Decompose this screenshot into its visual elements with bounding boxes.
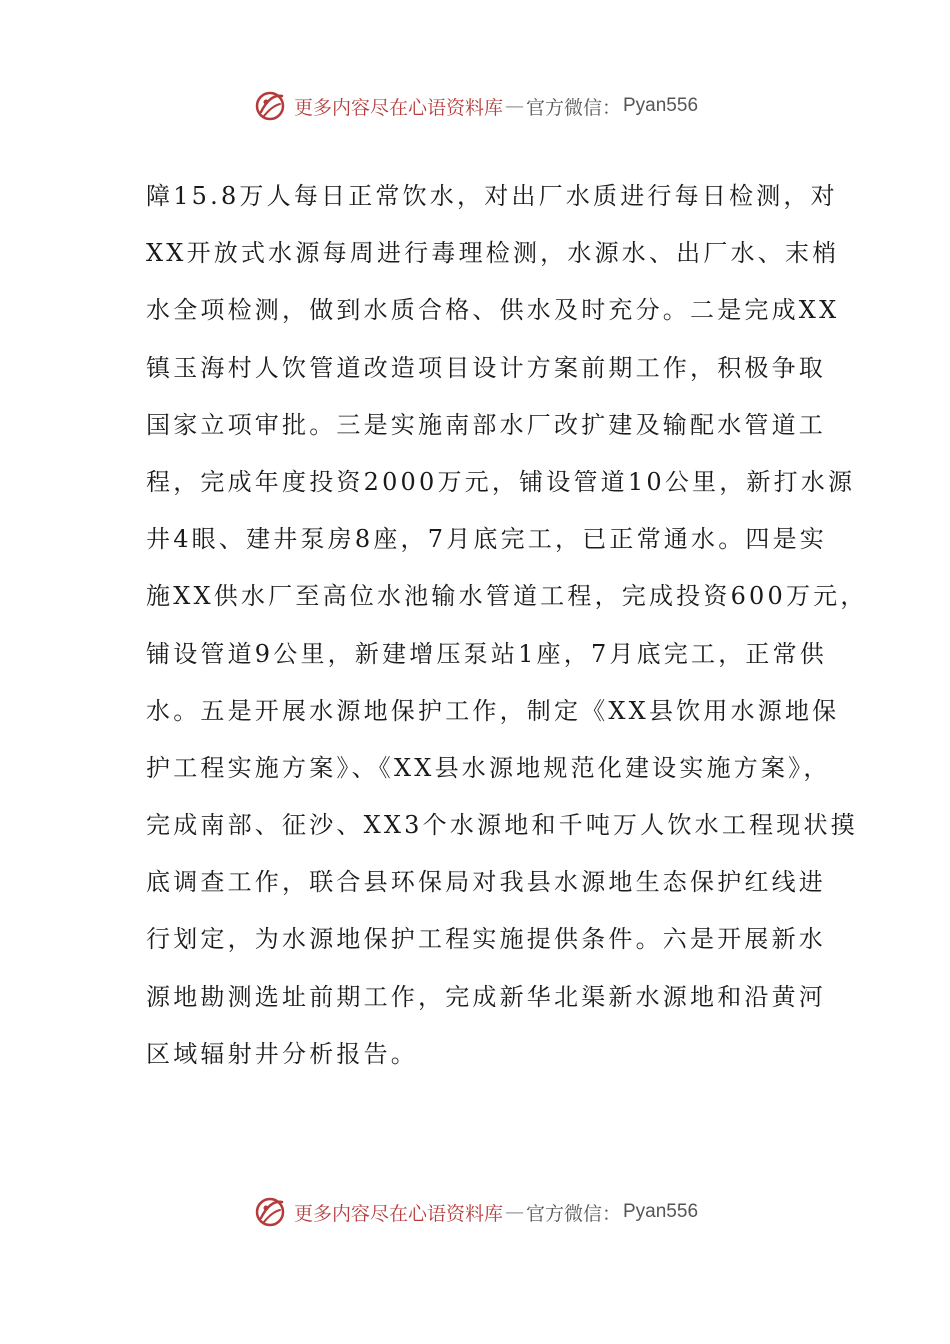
footer-banner-text: 更多内容尽在心语资料库 — [293, 1202, 503, 1225]
header-wechat-id: Pyan556 — [623, 95, 699, 116]
body-line: 行划定，为水源地保护工程实施提供条件。六是开展新水 — [146, 925, 826, 954]
body-line: 国家立项审批。三是实施南部水厂改扩建及输配水管道工 — [146, 410, 826, 439]
brand-logo-icon — [252, 88, 288, 124]
brand-logo-icon — [252, 1194, 288, 1230]
footer-wechat-label: 官方微信： — [525, 1202, 621, 1225]
body-line: 护工程实施方案》、《XX县水源地规范化建设实施方案》， — [146, 753, 831, 782]
body-line: 源地勘测选址前期工作，完成新华北渠新水源地和沿黄河 — [146, 982, 826, 1011]
body-line: 水全项检测，做到水质合格、供水及时充分。二是完成XX — [146, 296, 840, 325]
body-line: 区域辐射井分析报告。 — [146, 1039, 418, 1068]
footer-wechat-id: Pyan556 — [623, 1201, 699, 1222]
body-line: 完成南部、征沙、XX3个水源地和千吨万人饮水工程现状摸 — [146, 811, 858, 840]
footer-watermark-banner — [0, 1190, 950, 1234]
document-body — [146, 168, 868, 1083]
header-watermark-banner — [0, 84, 950, 128]
footer-banner-dash: — — [504, 1201, 524, 1223]
body-line: 井4眼、建井泵房8座，7月底完工，已正常通水。四是实 — [146, 525, 828, 554]
body-line: 障15.8万人每日正常饮水，对出厂水质进行每日检测，对 — [146, 182, 838, 210]
body-line: 铺设管道9公里，新建增压泵站1座，7月底完工，正常供 — [146, 639, 828, 668]
body-line: 程，完成年度投资2000万元，铺设管道10公里，新打水源 — [146, 467, 856, 496]
header-wechat-label: 官方微信： — [525, 96, 621, 119]
header-banner-text: 更多内容尽在心语资料库 — [293, 96, 503, 119]
body-line: XX开放式水源每周进行毒理检测，水源水、出厂水、末梢 — [146, 239, 840, 268]
body-line: 底调查工作，联合县环保局对我县水源地生态保护红线进 — [146, 868, 826, 897]
body-line: 镇玉海村人饮管道改造项目设计方案前期工作，积极争取 — [146, 353, 826, 382]
header-banner-dash: — — [504, 95, 524, 117]
body-line: 水。五是开展水源地保护工作，制定《XX县饮用水源地保 — [146, 696, 840, 725]
body-line: 施XX供水厂至高位水池输水管道工程，完成投资600万元， — [146, 582, 868, 611]
